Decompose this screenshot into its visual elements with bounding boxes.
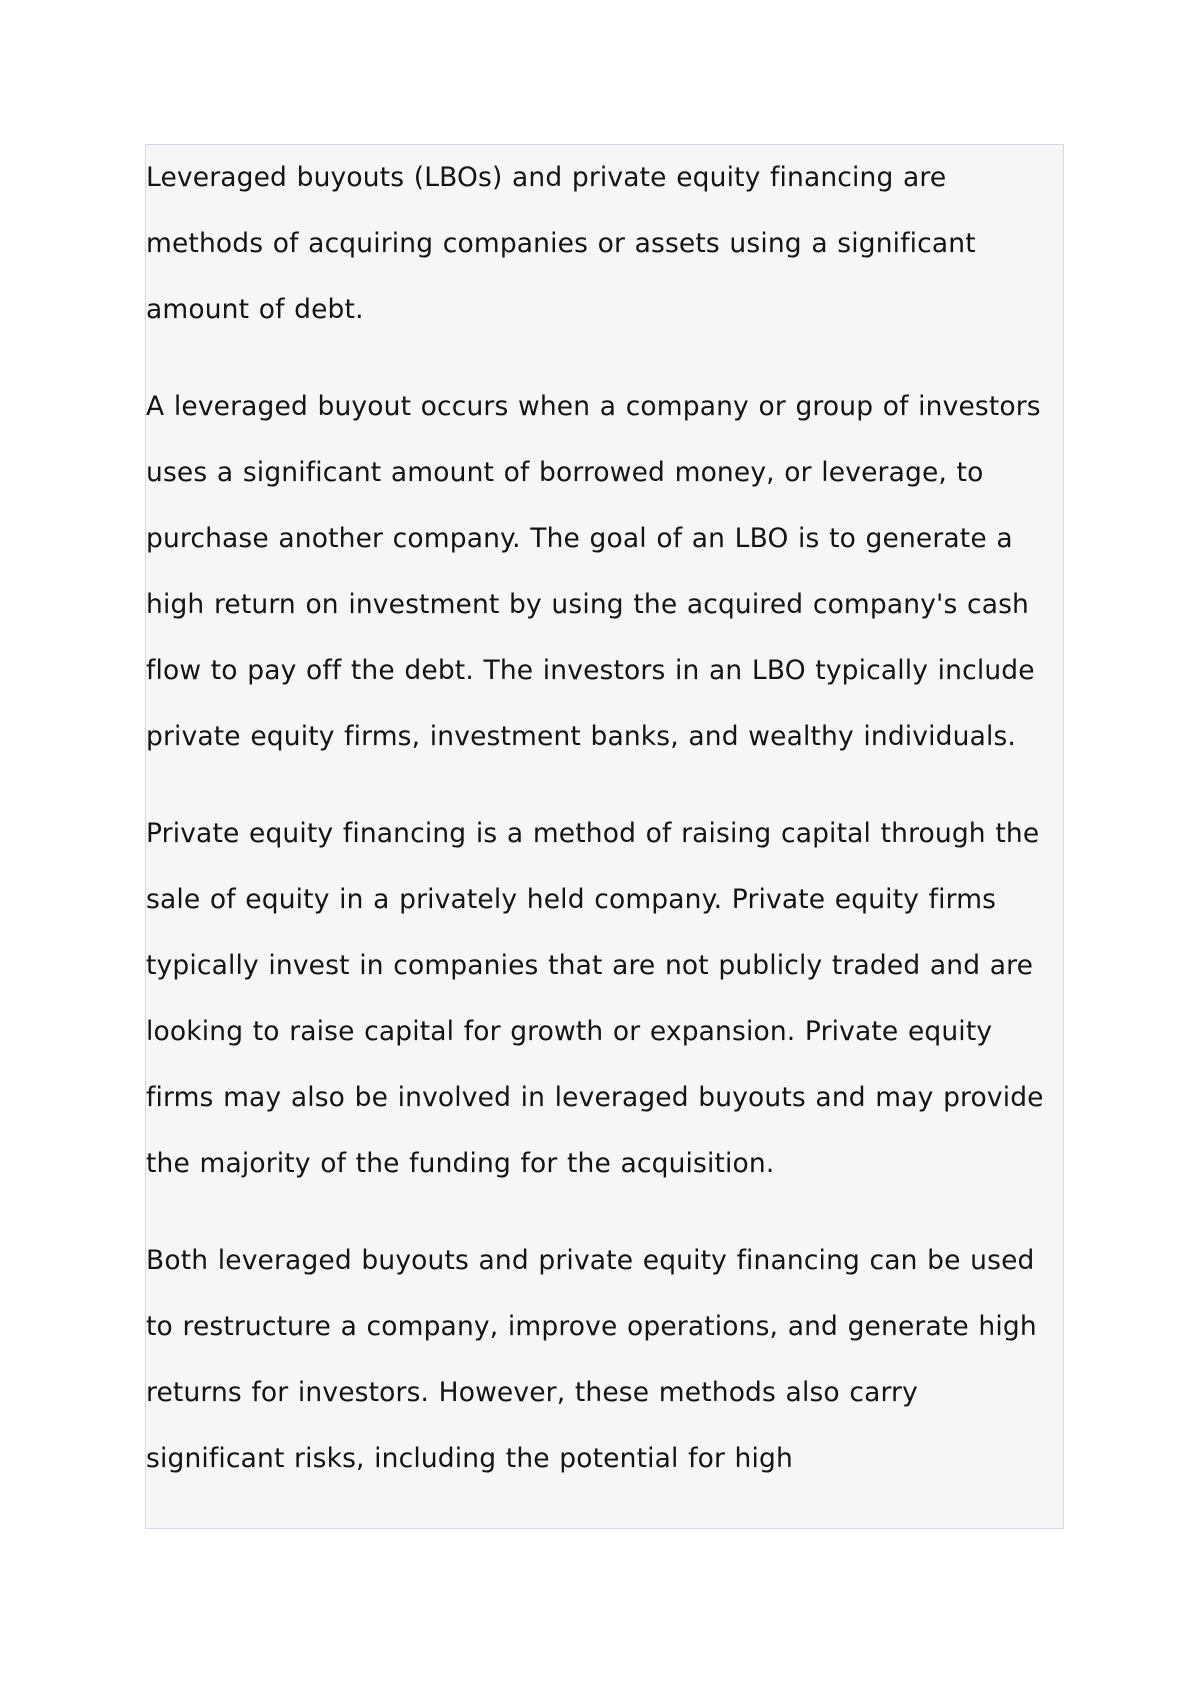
paragraph-intro: Leveraged buyouts (LBOs) and private equity financing are methods of acquiring companies or assets using a significant amount of debt. [146, 162, 976, 325]
paragraph-private-equity: Private equity financing is a method of raising capital through the sale of equity in a privately held company. Private equity firms typically invest in companies that are not publicly traded and are looking to raise capital for growth or expansion. Private equity firms may also be involved in leveraged buyouts and may provide the majority of the funding for the acquisition. [146, 818, 1044, 1179]
document-text-box [145, 144, 1064, 1529]
paragraph-risks: Both leveraged buyouts and private equity financing can be used to restructure a company, improve operations, and generate high returns for investors. However, these methods also carry significant risks, including the potential for high [146, 1245, 1037, 1474]
paragraph-lbo: A leveraged buyout occurs when a company or group of investors uses a significant amount of borrowed money, or leverage, to purchase another company. The goal of an LBO is to generate a high return on investment by using the acquired company's cash flow to pay off the debt. The investors in an LBO typically include private equity firms, investment banks, and wealthy individuals. [146, 391, 1041, 752]
